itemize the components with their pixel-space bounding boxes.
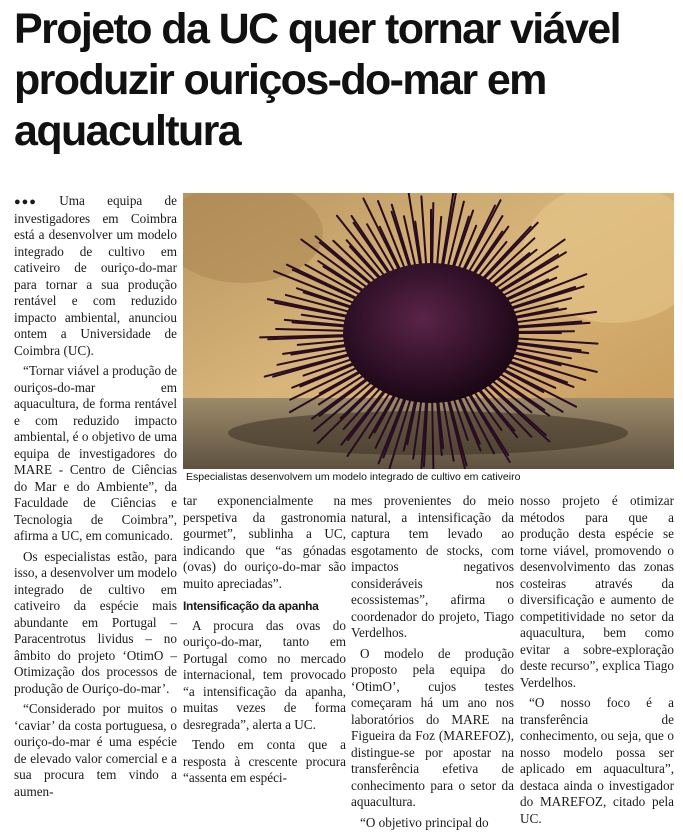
- paragraph: O modelo de produção proposto pela equipa do ‘OtimO’, cujos testes começaram há um ano nos laboratórios do MARE na Figueira da Foz (MAREFOZ), distingue-se por apostar na transferência efetiva de conhecimento para o setor da aquacultura.: [351, 645, 514, 809]
- photo-caption: Especialistas desenvolvem um modelo integrado de cultivo em cativeiro: [186, 471, 521, 483]
- paragraph: tar exponencialmente na perspetiva da gastronomia gourmet”, sublinha a UC, indicando que “as gónadas (ovas) do ouriço-do-mar são muito apreciadas”.: [183, 493, 346, 591]
- column-3: [351, 493, 514, 835]
- paragraph: Tendo em conta que a resposta à crescente procura “assenta em espéci-: [183, 737, 346, 785]
- sea-urchin-image: [183, 193, 674, 469]
- lead-paragraph: [14, 193, 177, 359]
- paragraph: “O nosso foco é a transferência de conhecimento, ou seja, que o nosso modelo possa ser aplicado em aquacultura”, destaca ainda o investigador do MAREFOZ, citado pela UC.: [520, 695, 674, 826]
- paragraph: nosso projeto é otimizar métodos para que a produção desta espécie se torne viável, promovendo o desenvolvimento das zonas costeiras através da diversificação e aumento de competitividade no setor da aquacultura, bem como evitar a sobre-exploração deste recurso”, explica Tiago Verdelhos.: [520, 493, 674, 690]
- paragraph: Os especialistas estão, para isso, a desenvolver um modelo integrado de cultivo em cativeiro da espécie mais abundante em Portugal – Paracentrotus lividus – no âmbito do projeto ‘OtimO – Otimização dos processos de produção de Ouriço-do-mar’.: [14, 548, 177, 696]
- sea-urchin-photo: [183, 193, 674, 469]
- lead-text: Uma equipa de investigadores em Coimbra está a desenvolver um modelo integrado de cultivo em cativeiro de ouriço-do-mar para tornar a sua produção rentável e com reduzido impacto ambiental, anunciou ontem a Universidade de Coimbra (UC).: [14, 193, 178, 358]
- column-4: [520, 493, 674, 831]
- headline: Projeto da UC quer tornar viável produzir ouriços-do-mar em aquacultura: [14, 5, 620, 155]
- column-2: [183, 493, 346, 791]
- column-1: [14, 193, 177, 804]
- paragraph: A procura das ovas do ouriço-do-mar, tanto em Portugal como no mercado internacional, tem provocado “a intensificação da apanha, muitas vezes de forma desregrada”, alerta a UC.: [183, 617, 346, 732]
- bullet-dots-icon: ●●●: [14, 196, 37, 208]
- paragraph: “Considerado por muitos o ‘caviar’ da costa portuguesa, o ouriço-do-mar é uma espécie de elevado valor comercial e a sua procura tem vindo a aumen-: [14, 701, 177, 799]
- paragraph: mes provenientes do meio natural, a intensificação da captura tem levado ao esgotamento de stocks, com impactos negativos consideráveis nos ecossistemas”, afirma o coordenador do projeto, Tiago Verdelhos.: [351, 493, 514, 640]
- subheading: Intensificação da apanha: [183, 599, 319, 613]
- paragraph: “Tornar viável a produção de ouriços-do-mar em aquacultura, de forma rentável e com reduzido impacto ambiental, é o objetivo de uma equipa de investigadores do MARE - Centro de Ciências do Mar e do Ambiente”, da Faculdade de Ciências e Tecnologia de Coimbra”, afirma a UC, em comunicado.: [14, 363, 177, 543]
- paragraph: “O objetivo principal do: [360, 814, 489, 830]
